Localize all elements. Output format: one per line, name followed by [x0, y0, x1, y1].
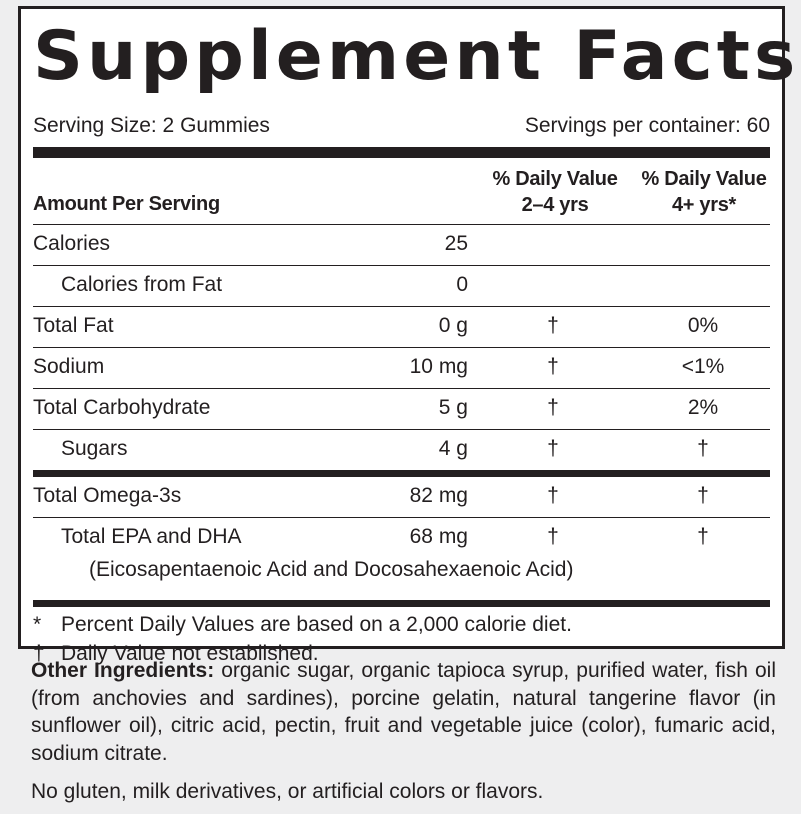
- dv-4plus: †: [697, 525, 709, 548]
- free-from-statement: No gluten, milk derivatives, or artificial colors or flavors.: [31, 780, 544, 803]
- dv-header-2-4yrs-line2: 2–4 yrs: [521, 194, 589, 216]
- divider-thick-bottom: [33, 600, 770, 607]
- table-row: [33, 389, 770, 429]
- dv-header-4plus-line2: 4+ yrs*: [671, 194, 737, 216]
- dv-4plus: 0%: [687, 314, 719, 337]
- nutrient-amount: 4 g: [438, 437, 468, 460]
- dv-2-4yrs: †: [547, 396, 559, 419]
- servings-per-container: Servings per container: 60: [524, 114, 770, 137]
- nutrient-name: Total EPA and DHA: [61, 525, 242, 548]
- footnote-text: Daily Value not established.: [61, 642, 319, 665]
- dv-4plus: <1%: [681, 355, 725, 378]
- dv-4plus: 2%: [687, 396, 719, 419]
- table-row: [33, 477, 770, 517]
- amount-per-serving-label: Amount Per Serving: [33, 193, 220, 215]
- divider-thick-top: [33, 147, 770, 158]
- dv-2-4yrs: †: [547, 355, 559, 378]
- nutrient-name: Sugars: [61, 437, 128, 460]
- nutrient-amount: 0: [456, 273, 468, 296]
- other-ingredients-paragraph: [31, 657, 776, 767]
- dv-2-4yrs: †: [547, 314, 559, 337]
- table-row: [33, 430, 770, 470]
- serving-info: [33, 109, 770, 143]
- asterisk-symbol: *: [33, 613, 42, 636]
- nutrient-amount: 0 g: [438, 314, 468, 337]
- supplement-facts-panel: [18, 6, 800, 665]
- dagger-symbol: †: [33, 642, 45, 665]
- table-row: [33, 518, 770, 600]
- divider-thick: [33, 470, 770, 477]
- nutrient-name: Calories: [33, 232, 111, 255]
- dv-4plus: †: [697, 437, 709, 460]
- nutrient-name: Sodium: [33, 355, 105, 378]
- footnote-text: Percent Daily Values are based on a 2,000 calorie diet.: [61, 613, 572, 636]
- nutrient-name: Total Fat: [33, 314, 114, 337]
- table-row: [33, 307, 770, 347]
- other-ingredients: [31, 657, 776, 806]
- dv-header-2-4yrs-line1: % Daily Value: [492, 168, 618, 190]
- dv-2-4yrs: †: [547, 525, 559, 548]
- dv-4plus: †: [697, 484, 709, 507]
- nutrient-amount: 68 mg: [409, 525, 468, 548]
- nutrient-amount: 5 g: [438, 396, 468, 419]
- table-row: [33, 348, 770, 388]
- dv-2-4yrs: †: [547, 484, 559, 507]
- nutrient-amount: 82 mg: [409, 484, 468, 507]
- other-ingredients-text: organic sugar, organic tapioca syrup, purified water, fish oil (from anchovies and sardines), porcine gelatin, natural tangerine flavor (in sunflower oil), citric acid, pectin, fruit and vegetable juice (color), fumaric acid, sodium citrate.: [31, 659, 776, 765]
- table-row: [33, 225, 770, 265]
- dv-header-2-4yrs: [469, 166, 641, 218]
- dv-header-4plus-line1: % Daily Value: [641, 168, 767, 190]
- nutrient-amount: 10 mg: [409, 355, 468, 378]
- footnote-daily-values: [33, 613, 770, 642]
- table-row: [33, 266, 770, 306]
- other-ingredients-label: Other Ingredients:: [31, 659, 215, 682]
- nutrient-name: Total Omega-3s: [33, 484, 182, 507]
- column-header: [33, 158, 770, 224]
- panel-title: Supplement Facts: [33, 17, 800, 96]
- nutrient-name: Calories from Fat: [61, 273, 223, 296]
- serving-size: Serving Size: 2 Gummies: [33, 114, 270, 137]
- dv-2-4yrs: †: [547, 437, 559, 460]
- nutrient-subtitle: (Eicosapentaenoic Acid and Docosahexaenoic Acid): [89, 558, 574, 581]
- nutrient-name: Total Carbohydrate: [33, 396, 211, 419]
- dv-header-4plus: [629, 166, 779, 218]
- nutrient-amount: 25: [444, 232, 468, 255]
